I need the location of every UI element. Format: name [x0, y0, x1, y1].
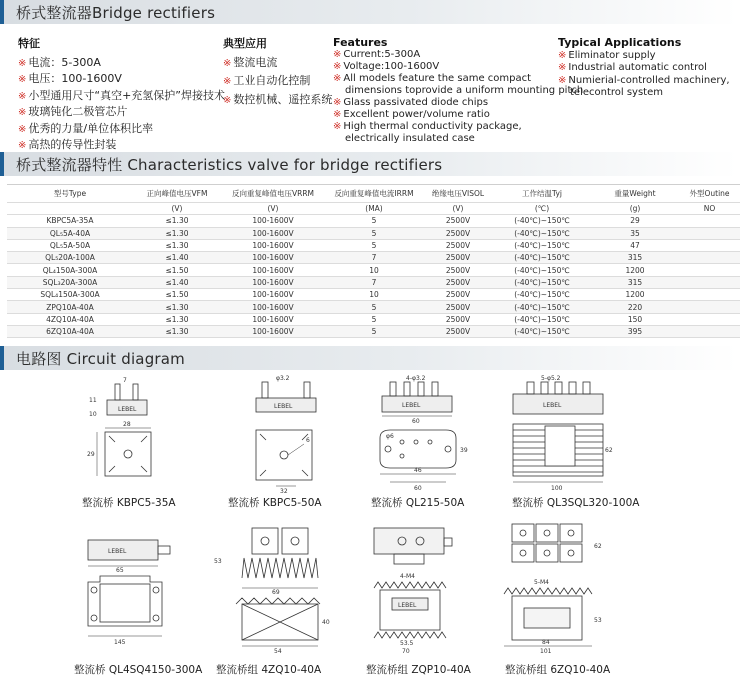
list-item-continued: telecontrol system: [570, 87, 663, 98]
svg-text:φ6: φ6: [386, 433, 394, 440]
table-cell: 2500V: [423, 313, 493, 325]
table-cell: 100-1600V: [221, 239, 325, 251]
table-cell: 35: [591, 227, 679, 239]
ql4sq4150-300a-drawing: [80, 518, 190, 658]
table-cell: [679, 215, 740, 227]
diagram-kbpc5-35a: [85, 372, 195, 497]
table-cell: 29: [591, 215, 679, 227]
table-cell: ≤1.30: [133, 227, 221, 239]
svg-text:40: 40: [322, 619, 330, 626]
list-item: ※ Voltage:100-1600V: [333, 61, 440, 72]
list-item: ※ 整流电流: [223, 55, 278, 69]
table-cell: ≤1.30: [133, 215, 221, 227]
table-cell: 100-1600V: [221, 227, 325, 239]
table-cell: 5: [325, 313, 423, 325]
list-item-continued: dimensions toprovide a uniform mounting pitch: [345, 85, 584, 96]
table-cell: (-40℃)~150℃: [493, 301, 591, 313]
caption-4zq10-40a: 整流桥组 4ZQ10-40A: [216, 664, 322, 676]
table-cell: 220: [591, 301, 679, 313]
list-item: ※ Current:5-300A: [333, 49, 421, 60]
svg-text:LEBEL: LEBEL: [402, 402, 421, 409]
caption-kbpc5-35a: 整流桥 KBPC5-35A: [82, 497, 176, 509]
table-cell: 6ZQ10A-40A: [7, 325, 133, 337]
table-cell: ≤1.30: [133, 239, 221, 251]
table-cell: 100-1600V: [221, 325, 325, 337]
section-header-circuit-diagram: [0, 346, 738, 370]
svg-text:5-φ5.2: 5-φ5.2: [541, 375, 561, 382]
caption-ql4sq4150-300a: 整流桥 QL4SQ4150-300A: [74, 664, 203, 676]
applications-cn-title: 典型应用: [223, 37, 267, 50]
list-item: ※ 小型通用尺寸“真空+充氢保护”焊接技术: [18, 88, 226, 102]
svg-text:7: 7: [123, 377, 127, 384]
table-row: [7, 325, 740, 337]
list-item: ※ 高热的传导性封装: [18, 138, 117, 151]
table-cell: 100-1600V: [221, 313, 325, 325]
table-cell: QL₅5A-40A: [7, 227, 133, 239]
table-cell: (-40℃)~150℃: [493, 313, 591, 325]
list-item: ※ Excellent power/volume ratio: [333, 109, 490, 120]
svg-text:60: 60: [414, 485, 422, 492]
table-cell: KBPC5A-35A: [7, 215, 133, 227]
table-cell: SQL₃20A-300A: [7, 276, 133, 288]
table-cell: (-40℃)~150℃: [493, 264, 591, 276]
caption-zqp10-40a: 整流桥组 ZQP10-40A: [366, 664, 471, 676]
list-item: ※ Glass passivated diode chips: [333, 97, 489, 108]
header-type: 型号Type: [7, 185, 133, 203]
svg-text:101: 101: [540, 648, 552, 655]
table-cell: [679, 239, 740, 251]
table-cell: [679, 325, 740, 337]
table-row: [7, 264, 740, 276]
table-body: [7, 215, 740, 338]
svg-text:φ3.2: φ3.2: [276, 375, 290, 382]
table-cell: (-40℃)~150℃: [493, 239, 591, 251]
list-item: ※ 数控机械、遥控系统: [223, 92, 333, 106]
header-vfm: 正向峰值电压VFM: [133, 185, 221, 203]
table-row: [7, 215, 740, 227]
table-cell: 150: [591, 313, 679, 325]
table-cell: (-40℃)~150℃: [493, 325, 591, 337]
features-en: [333, 37, 583, 145]
table-cell: 5: [325, 301, 423, 313]
table-cell: 100-1600V: [221, 264, 325, 276]
table-cell: (-40℃)~150℃: [493, 276, 591, 288]
list-item: ※ Numierial-controlled machinery,: [558, 74, 730, 86]
diagram-zqp10-40a: [364, 518, 474, 658]
svg-text:32: 32: [280, 488, 288, 495]
diagram-ql215-50a: [366, 372, 476, 497]
table-cell: 100-1600V: [221, 289, 325, 301]
header-vrrm: 反向重复峰值电压VRRM: [221, 185, 325, 203]
table-cell: [679, 301, 740, 313]
caption-ql215-50a: 整流桥 QL215-50A: [371, 497, 465, 509]
svg-text:62: 62: [594, 543, 602, 550]
table-cell: 5: [325, 215, 423, 227]
kbpc5-50a-drawing: [236, 372, 346, 497]
svg-text:28: 28: [123, 421, 131, 428]
svg-text:LEBEL: LEBEL: [118, 406, 137, 413]
svg-text:6: 6: [306, 437, 310, 444]
unit-cell: [7, 203, 133, 215]
section-header-bridge-rectifiers: [0, 0, 738, 24]
table-cell: [679, 264, 740, 276]
features-cn-title: 特征: [18, 37, 40, 50]
table-cell: ZPQ10A-40A: [7, 301, 133, 313]
unit-cell: (℃): [493, 203, 591, 215]
table-cell: 47: [591, 239, 679, 251]
list-item: ※ Industrial automatic control: [558, 62, 707, 73]
table-cell: 4ZQ10A-40A: [7, 313, 133, 325]
kbpc5-35a-drawing: [85, 372, 195, 497]
table-header-row: [7, 185, 740, 203]
table-cell: QL₅5A-50A: [7, 239, 133, 251]
list-item: ※ High thermal conductivity package,: [333, 121, 522, 132]
table-cell: 2500V: [423, 325, 493, 337]
section-title: 桥式整流器特性 Characteristics valve for bridge rectifiers: [16, 156, 443, 174]
applications-cn: [223, 36, 332, 108]
ql3sql320-100a-drawing: [505, 372, 615, 497]
table-cell: 100-1600V: [221, 301, 325, 313]
unit-cell: (MA): [325, 203, 423, 215]
table-cell: QL₅20A-100A: [7, 252, 133, 264]
svg-text:84: 84: [542, 639, 550, 646]
header-weight: 重量Weight: [591, 185, 679, 203]
section-title: 电路图 Circuit diagram: [16, 350, 185, 368]
diagram-ql4sq4150-300a: [80, 518, 190, 658]
table-row: [7, 252, 740, 264]
table-row: [7, 301, 740, 313]
svg-text:145: 145: [114, 639, 126, 646]
table-cell: SQL₄150A-300A: [7, 289, 133, 301]
table-cell: 7: [325, 252, 423, 264]
table-cell: 2500V: [423, 289, 493, 301]
table-cell: ≤1.40: [133, 276, 221, 288]
svg-text:4-φ3.2: 4-φ3.2: [406, 375, 426, 382]
table-cell: 1200: [591, 289, 679, 301]
table-cell: 2500V: [423, 215, 493, 227]
applications-en: [558, 37, 730, 100]
table-cell: 100-1600V: [221, 252, 325, 264]
characteristics-table: [7, 184, 740, 338]
header-irrm: 反向重复峰值电流IRRM: [325, 185, 423, 203]
list-item: ※ 工业自动化控制: [223, 74, 311, 87]
table-cell: 10: [325, 264, 423, 276]
list-item: ※ All models feature the same compact: [333, 73, 532, 84]
table-cell: ≤1.50: [133, 289, 221, 301]
table-cell: [679, 276, 740, 288]
diagram-4zq10-40a: [212, 518, 337, 658]
svg-text:11: 11: [89, 397, 97, 404]
svg-text:46: 46: [414, 467, 422, 474]
6zq10-40a-drawing: [498, 518, 618, 658]
table-cell: [679, 252, 740, 264]
list-item: ※ Eliminator supply: [558, 49, 656, 61]
table-row: [7, 239, 740, 251]
svg-text:70: 70: [402, 648, 410, 655]
svg-text:100: 100: [551, 485, 563, 492]
table-row: [7, 313, 740, 325]
table-units-row: [7, 203, 740, 215]
svg-text:53: 53: [214, 558, 222, 565]
svg-text:39: 39: [460, 447, 468, 454]
list-item: ※ 优秀的力量/单位体积比率: [18, 121, 154, 135]
applications-en-title: Typical Applications: [558, 36, 682, 49]
svg-text:LEBEL: LEBEL: [398, 602, 417, 609]
features-cn: [18, 36, 225, 154]
table-cell: 5: [325, 239, 423, 251]
table-cell: 395: [591, 325, 679, 337]
svg-text:62: 62: [605, 447, 613, 454]
table-cell: 2500V: [423, 301, 493, 313]
zqp10-40a-drawing: [364, 518, 474, 658]
table-cell: (-40℃)~150℃: [493, 215, 591, 227]
table-cell: 2500V: [423, 276, 493, 288]
table-cell: (-40℃)~150℃: [493, 227, 591, 239]
table-cell: 2500V: [423, 239, 493, 251]
ql215-50a-drawing: [366, 372, 476, 497]
table-cell: ≤1.30: [133, 313, 221, 325]
table-cell: (-40℃)~150℃: [493, 289, 591, 301]
diagram-kbpc5-50a: [236, 372, 346, 497]
caption-kbpc5-50a: 整流桥 KBPC5-50A: [228, 497, 322, 509]
svg-text:LEBEL: LEBEL: [274, 403, 293, 410]
svg-text:60: 60: [412, 418, 420, 425]
table-cell: [679, 313, 740, 325]
table-cell: 2500V: [423, 227, 493, 239]
svg-text:5-M4: 5-M4: [534, 579, 549, 586]
list-item: ※ 玻璃钝化二极管芯片: [18, 105, 128, 118]
table-cell: 5: [325, 227, 423, 239]
svg-text:LEBEL: LEBEL: [543, 402, 562, 409]
table-cell: (-40℃)~150℃: [493, 252, 591, 264]
table-cell: 7: [325, 276, 423, 288]
svg-text:53.5: 53.5: [400, 640, 414, 647]
section-title: 桥式整流器Bridge rectifiers: [16, 4, 216, 22]
table-row: [7, 289, 740, 301]
svg-text:29: 29: [87, 451, 95, 458]
table-cell: 100-1600V: [221, 276, 325, 288]
caption-6zq10-40a: 整流桥组 6ZQ10-40A: [505, 664, 611, 676]
table-cell: ≤1.40: [133, 252, 221, 264]
table-cell: 5: [325, 325, 423, 337]
table-cell: 10: [325, 289, 423, 301]
header-visol: 绝缘电压VISOL: [423, 185, 493, 203]
list-item: ※ 电压：100-1600V: [18, 72, 122, 85]
table-cell: [679, 289, 740, 301]
table-cell: ≤1.30: [133, 325, 221, 337]
table-cell: [679, 227, 740, 239]
svg-text:69: 69: [272, 589, 280, 596]
unit-cell: (V): [221, 203, 325, 215]
unit-cell: (V): [423, 203, 493, 215]
unit-cell: NO: [679, 203, 740, 215]
list-item: ※ 电流：5-300A: [18, 55, 101, 69]
table-cell: 315: [591, 252, 679, 264]
svg-text:LEBEL: LEBEL: [108, 548, 127, 555]
svg-text:53: 53: [594, 617, 602, 624]
table-cell: 1200: [591, 264, 679, 276]
table-row: [7, 276, 740, 288]
4zq10-40a-drawing: [212, 518, 337, 658]
section-header-characteristics: [0, 152, 738, 176]
svg-text:54: 54: [274, 648, 282, 655]
table-row: [7, 227, 740, 239]
diagram-6zq10-40a: [498, 518, 618, 658]
svg-text:4-M4: 4-M4: [400, 573, 415, 580]
header-tyj: 工作结温Tyj: [493, 185, 591, 203]
diagram-ql3sql320-100a: [505, 372, 615, 497]
features-en-title: Features: [333, 36, 388, 49]
unit-cell: (V): [133, 203, 221, 215]
table-cell: QL₄150A-300A: [7, 264, 133, 276]
caption-ql3sql320-100a: 整流桥 QL3SQL320-100A: [512, 497, 640, 509]
svg-text:65: 65: [116, 567, 124, 574]
table-cell: 2500V: [423, 252, 493, 264]
list-item-continued: electrically insulated case: [345, 133, 475, 144]
table-cell: 100-1600V: [221, 215, 325, 227]
svg-text:10: 10: [89, 411, 97, 418]
header-outline: 外型Outine: [679, 185, 740, 203]
table-cell: ≤1.50: [133, 264, 221, 276]
table-cell: 2500V: [423, 264, 493, 276]
unit-cell: (g): [591, 203, 679, 215]
table-cell: ≤1.30: [133, 301, 221, 313]
table-cell: 315: [591, 276, 679, 288]
